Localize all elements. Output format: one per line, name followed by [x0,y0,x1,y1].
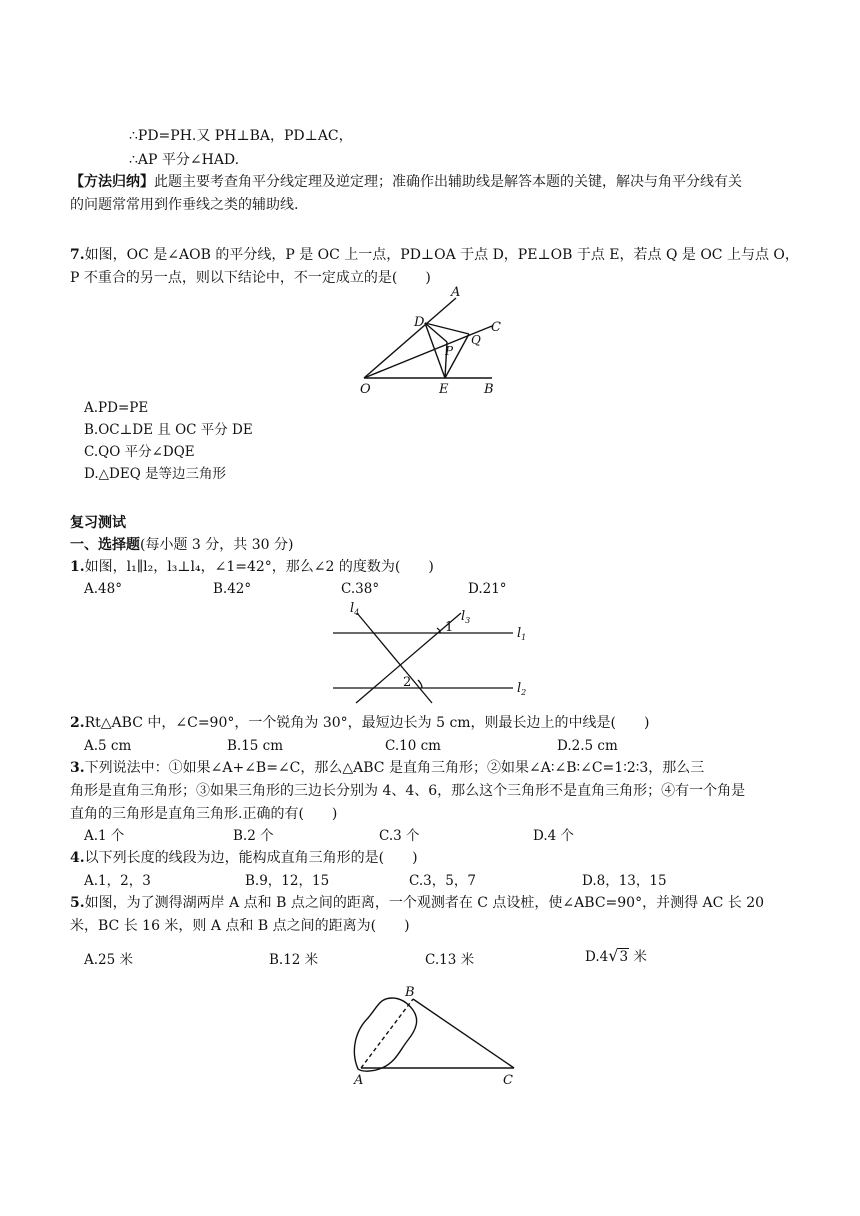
lake-outline [354,998,416,1071]
q2-text [70,714,649,732]
q2-option-d: D.2.5 cm [557,738,618,754]
ray-oc [364,326,492,378]
label-angle-1: 1 [445,620,454,635]
ray-oa [364,298,456,378]
review-title: 复习测试 [70,515,126,531]
label-d: D [414,315,425,330]
segment-dp [425,323,447,342]
q3-text-2: 角形是直角三角形；③如果三角形的三边长分别为 4、4、6，那么这个三角形不是直角三角形；④有一个角是 [70,783,746,799]
q3-number: 3. [70,760,85,776]
q1-number: 1. [70,559,85,575]
label-e: E [439,382,449,397]
q5-option-d-radicand: 3 [619,949,629,965]
section-heading [70,536,293,554]
label-b-point: B [405,985,415,1000]
label-l4: $l_4$ [350,601,360,617]
label-o: O [360,382,371,397]
q2-number: 2. [70,715,85,731]
q7-option-c: C.QO 平分∠DQE [84,444,195,460]
q2-stem: Rt△ABC 中，∠C=90°，一个锐角为 30°，最短边长为 5 cm，则最长边上的中线是( ) [84,715,650,731]
q5-option-a: A.25 米 [84,952,134,968]
line-l3 [356,613,461,703]
q3-option-a: A.1 个 [84,828,125,844]
segment-ab-dashed [361,999,413,1068]
q1-option-a: A.48° [84,581,122,597]
q5-option-d-prefix: D.4 [585,949,609,965]
method-summary-line-1 [70,173,742,191]
q3-option-b: B.2 个 [233,828,274,844]
label-p: P [445,344,454,358]
q4-option-b: B.9，12，15 [245,873,330,889]
label-l3: $l_3$ [461,609,471,625]
q3-text-1 [70,759,704,777]
intro-line-2: ∴AP 平分∠HAD. [129,152,240,168]
q3-stem-1: 下列说法中：①如果∠A+∠B=∠C，那么△ABC 是直角三角形；②如果∠A∶∠B∶∠C=1∶2∶3，那么三 [84,760,705,776]
q5-text-2: 米，BC 长 16 米，则 A 点和 B 点之间的距离为( ) [70,918,410,934]
segment-qe [445,334,469,378]
q7-option-a: A.PD=PE [84,400,149,416]
q1-option-d: D.21° [468,581,507,597]
label-l2: $l_2$ [517,681,527,697]
method-tag: 【方法归纳】 [70,174,154,190]
label-angle-2: 2 [403,675,412,690]
q4-option-a: A.1，2，3 [84,873,151,889]
q4-number: 4. [70,850,85,866]
sqrt-radical-icon: √ [608,946,619,965]
q7-stem-1: 如图，OC 是∠AOB 的平分线，P 是 OC 上一点，PD⊥OA 于点 D，PE⊥OB 于点 E，若点 Q 是 OC 上与点 O， [84,247,799,263]
label-c: C [491,320,501,335]
q4-option-c: C.3，5，7 [409,873,476,889]
intro-line-1: ∴PD=PH.又 PH⊥BA，PD⊥AC， [129,128,353,144]
label-l1: $l_1$ [517,626,527,642]
q5-number: 5. [70,895,85,911]
label-q: Q [471,333,481,347]
q1-stem: 如图，l₁∥l₂，l₃⊥l₄，∠1=42°，那么∠2 的度数为( ) [84,559,434,575]
angle-1-arc [437,628,440,633]
label-b: B [484,382,494,397]
q1-option-b: B.42° [213,581,252,597]
q4-text [70,849,418,867]
method-text-1: 此题主要考查角平分线定理及逆定理；准确作出辅助线是解答本题的关键，解决与角平分线有关 [154,174,742,190]
q3-option-c: C.3 个 [379,828,420,844]
q1-option-c: C.38° [341,581,380,597]
q5-option-c: C.13 米 [425,952,475,968]
q5-option-d-suffix: 米 [629,949,647,965]
q7-option-b: B.OC⊥DE 且 OC 平分 DE [84,422,253,438]
label-a-point: A [354,1073,364,1088]
q4-stem: 以下列长度的线段为边，能构成直角三角形的是( ) [84,850,418,866]
q3-option-d: D.4 个 [533,828,575,844]
section-title: 一、选择题 [70,537,140,553]
q2-option-b: B.15 cm [227,738,284,754]
segment-dq [425,323,469,334]
section-note: (每小题 3 分，共 30 分) [140,537,294,553]
q3-text-3: 直角的三角形是直角三角形.正确的有( ) [70,806,338,822]
line-l4 [357,613,432,703]
q2-option-a: A.5 cm [84,738,132,754]
method-summary-line-2: 的问题常常用到作垂线之类的辅助线. [70,197,299,213]
label-a: A [451,285,461,300]
q7-number: 7. [70,247,85,263]
q1-text [70,558,434,576]
q7-option-d: D.△DEQ 是等边三角形 [84,466,227,482]
label-c-point: C [503,1073,513,1088]
q4-option-d: D.8，13，15 [582,873,667,889]
angle-2-arc [418,680,422,688]
segment-bc [413,999,514,1068]
q5-option-d [585,947,647,966]
segment-pe [445,342,447,378]
q7-text-2: P 不重合的另一点，则以下结论中，不一定成立的是( ) [70,270,431,286]
q7-text-1 [70,246,799,264]
segment-de [425,323,445,378]
q2-option-c: C.10 cm [385,738,441,754]
q5-option-b: B.12 米 [269,952,319,968]
q5-stem-1: 如图，为了测得湖两岸 A 点和 B 点之间的距离，一个观测者在 C 点设桩，使∠ABC=90°，并测得 AC 长 20 [84,895,765,911]
q5-text-1 [70,894,764,912]
